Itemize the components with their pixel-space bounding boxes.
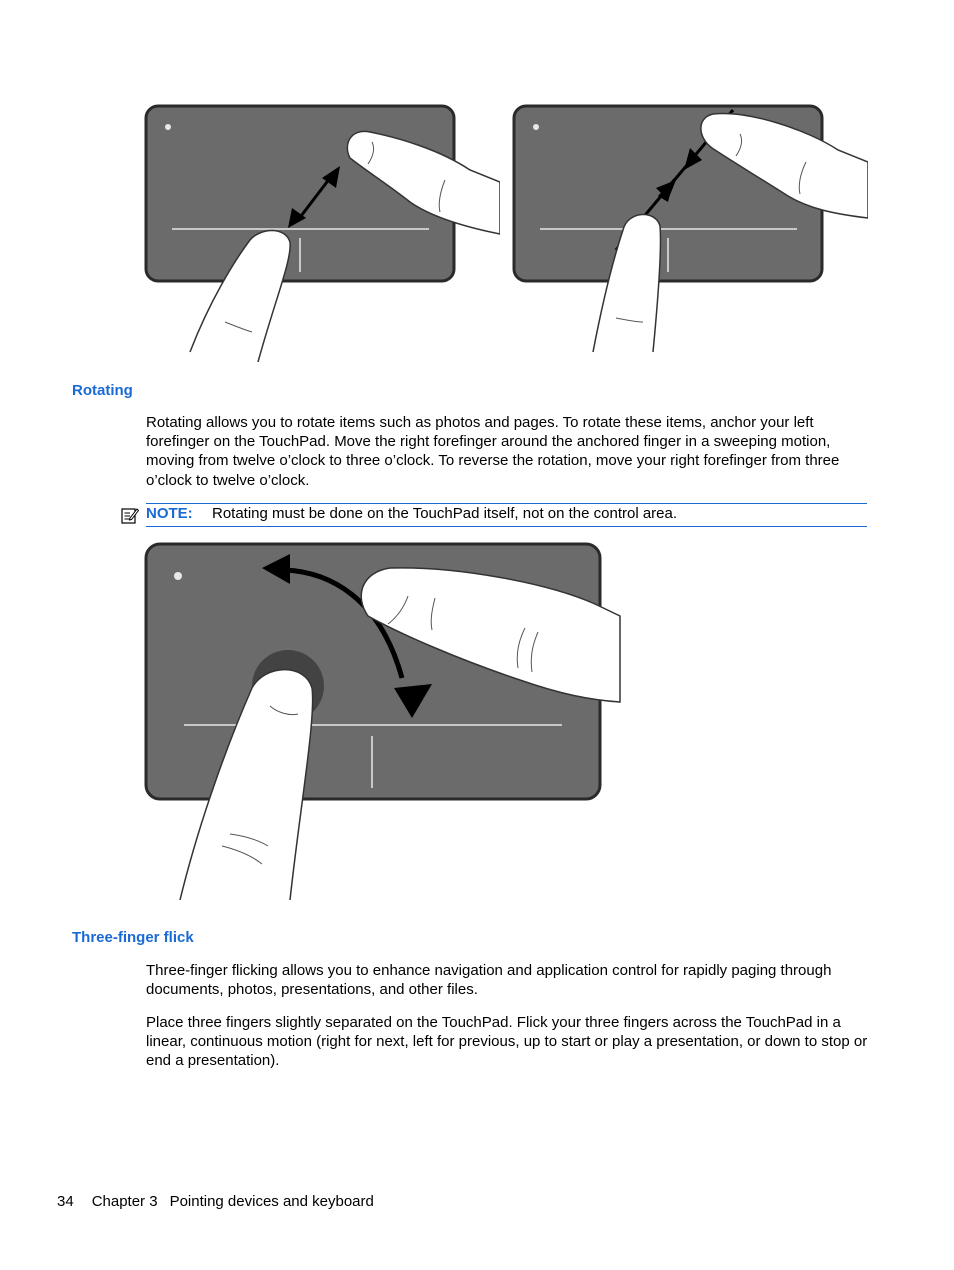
section-heading-rotating: Rotating bbox=[72, 382, 133, 399]
footer-chapter-title: Pointing devices and keyboard bbox=[169, 1193, 374, 1210]
three-finger-flick-instructions: Place three fingers slightly separated on the TouchPad. Flick your three fingers across the TouchPad in a linear, continuous motion (right for next, left for previous, up to start or play a presentation, or down to stop or end a presentation). bbox=[146, 1014, 868, 1070]
note-box bbox=[118, 503, 867, 527]
note-icon bbox=[121, 506, 139, 524]
rotate-gesture-illustration bbox=[140, 538, 630, 900]
three-finger-flick-intro: Three-finger flicking allows you to enhance navigation and application control for rapidly paging through documents, photos, presentations, and other files. bbox=[146, 962, 832, 999]
note-label: NOTE: bbox=[146, 505, 193, 522]
section-heading-three-finger-flick: Three-finger flick bbox=[72, 929, 194, 946]
rotating-description: Rotating allows you to rotate items such as photos and pages. To rotate these items, anchor your left forefinger on the TouchPad. Move the right forefinger around the anchored finger in a sweeping motion, moving from twelve o’clock to three o’clock. To reverse the rotation, move your right forefinger from three o’clock to twelve o’clock. bbox=[146, 414, 840, 489]
note-rule-bottom bbox=[146, 526, 867, 527]
page-number: 34 bbox=[57, 1193, 74, 1210]
note-rule-top bbox=[146, 503, 867, 504]
pinch-zoom-illustration-left bbox=[140, 100, 500, 362]
page-footer bbox=[57, 1193, 374, 1210]
footer-chapter: Chapter 3 bbox=[91, 1193, 158, 1210]
pinch-zoom-illustration-right bbox=[508, 100, 868, 362]
note-text: Rotating must be done on the TouchPad itself, not on the control area. bbox=[212, 505, 678, 522]
